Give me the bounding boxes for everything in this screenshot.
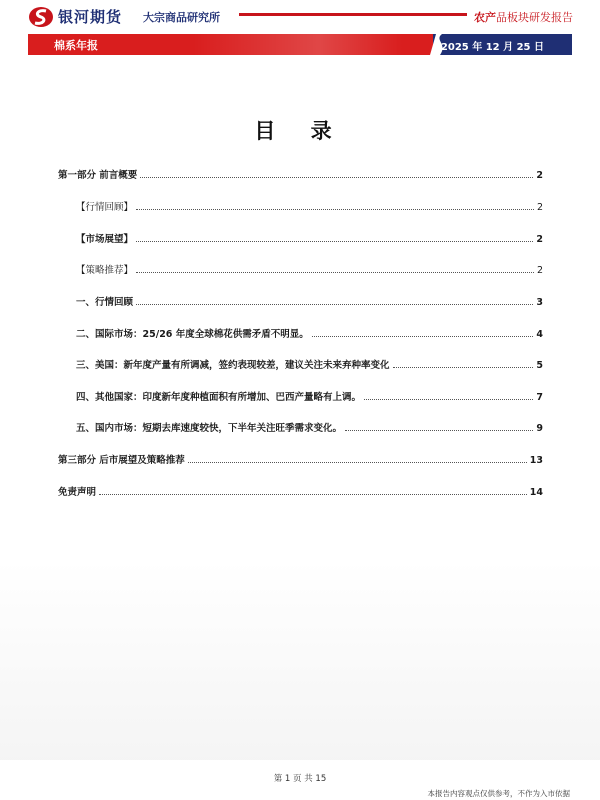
toc-entry-label: 免责声明 [58, 487, 97, 498]
company-name: 银河期货 [58, 8, 123, 26]
report-type-suffix: 品板块研发报告 [496, 11, 573, 24]
toc-entry-page: 7 [536, 392, 543, 403]
header-banner [28, 34, 572, 55]
toc-entry-section-3[interactable] [76, 357, 543, 371]
toc-entry-label: 五、国内市场：短期去库速度较快，下半年关注旺季需求变化。 [76, 423, 343, 434]
institute-name: 大宗商品研究所 [143, 11, 220, 24]
toc-entry-label: 【行情回顾】 [76, 202, 134, 213]
toc-entry-page: 4 [536, 329, 543, 340]
background-fade [0, 560, 600, 760]
page-indicator: 第 1 页 共 15 [273, 774, 327, 784]
toc-entry-page: 5 [536, 360, 543, 371]
toc-entry-label: 四、其他国家：印度新年度种植面积有所增加、巴西产量略有上调。 [76, 392, 362, 403]
toc-entry-label: 二、国际市场：25/26 年度全球棉花供需矛盾不明显。 [76, 329, 309, 340]
toc-entry-strategy[interactable] [76, 262, 543, 276]
toc-entry-market-outlook[interactable] [76, 231, 543, 245]
toc-entry-page: 2 [536, 234, 543, 245]
toc-entry-part-one[interactable] [58, 167, 543, 181]
toc-entry-label: 三、美国：新年度产量有所调减，签约表现较差，建议关注未来弃种率变化 [76, 360, 390, 371]
toc-entry-market-review[interactable] [76, 199, 543, 213]
toc-entry-section-4[interactable] [76, 389, 543, 403]
toc-entry-section-2[interactable] [76, 326, 543, 340]
toc-entry-page: 3 [536, 297, 543, 308]
toc-entry-page: 14 [529, 487, 543, 498]
toc-entry-label: 一、行情回顾 [76, 297, 134, 308]
report-series-label: 棉系年报 [54, 39, 98, 52]
header-divider [239, 13, 467, 16]
toc-entry-page: 2 [536, 202, 543, 213]
toc-entry-disclaimer[interactable] [58, 484, 543, 498]
toc-entry-label: 【策略推荐】 [76, 265, 134, 276]
footer-disclaimer: 本报告内容观点仅供参考，不作为入市依据 [427, 789, 570, 798]
toc-entry-page: 2 [536, 265, 543, 276]
toc-entry-page: 9 [536, 423, 543, 434]
toc-entry-page: 13 [529, 455, 543, 466]
toc-entry-label: 【市场展望】 [76, 234, 134, 245]
toc-entry-label: 第三部分 后市展望及策略推荐 [58, 455, 185, 466]
toc-entry-part-three[interactable] [58, 452, 543, 466]
toc-entry-section-1[interactable] [76, 294, 543, 308]
report-type [474, 9, 573, 25]
toc-entry-label: 第一部分 前言概要 [58, 170, 138, 181]
report-type-prefix: 农产 [474, 11, 496, 24]
galaxy-logo-icon [28, 6, 54, 28]
report-date: 2025 年 12 月 25 日 [440, 42, 544, 53]
toc-entry-section-5[interactable] [76, 420, 543, 434]
toc-entry-page: 2 [536, 170, 543, 181]
page-title: 目 录 [254, 119, 346, 143]
